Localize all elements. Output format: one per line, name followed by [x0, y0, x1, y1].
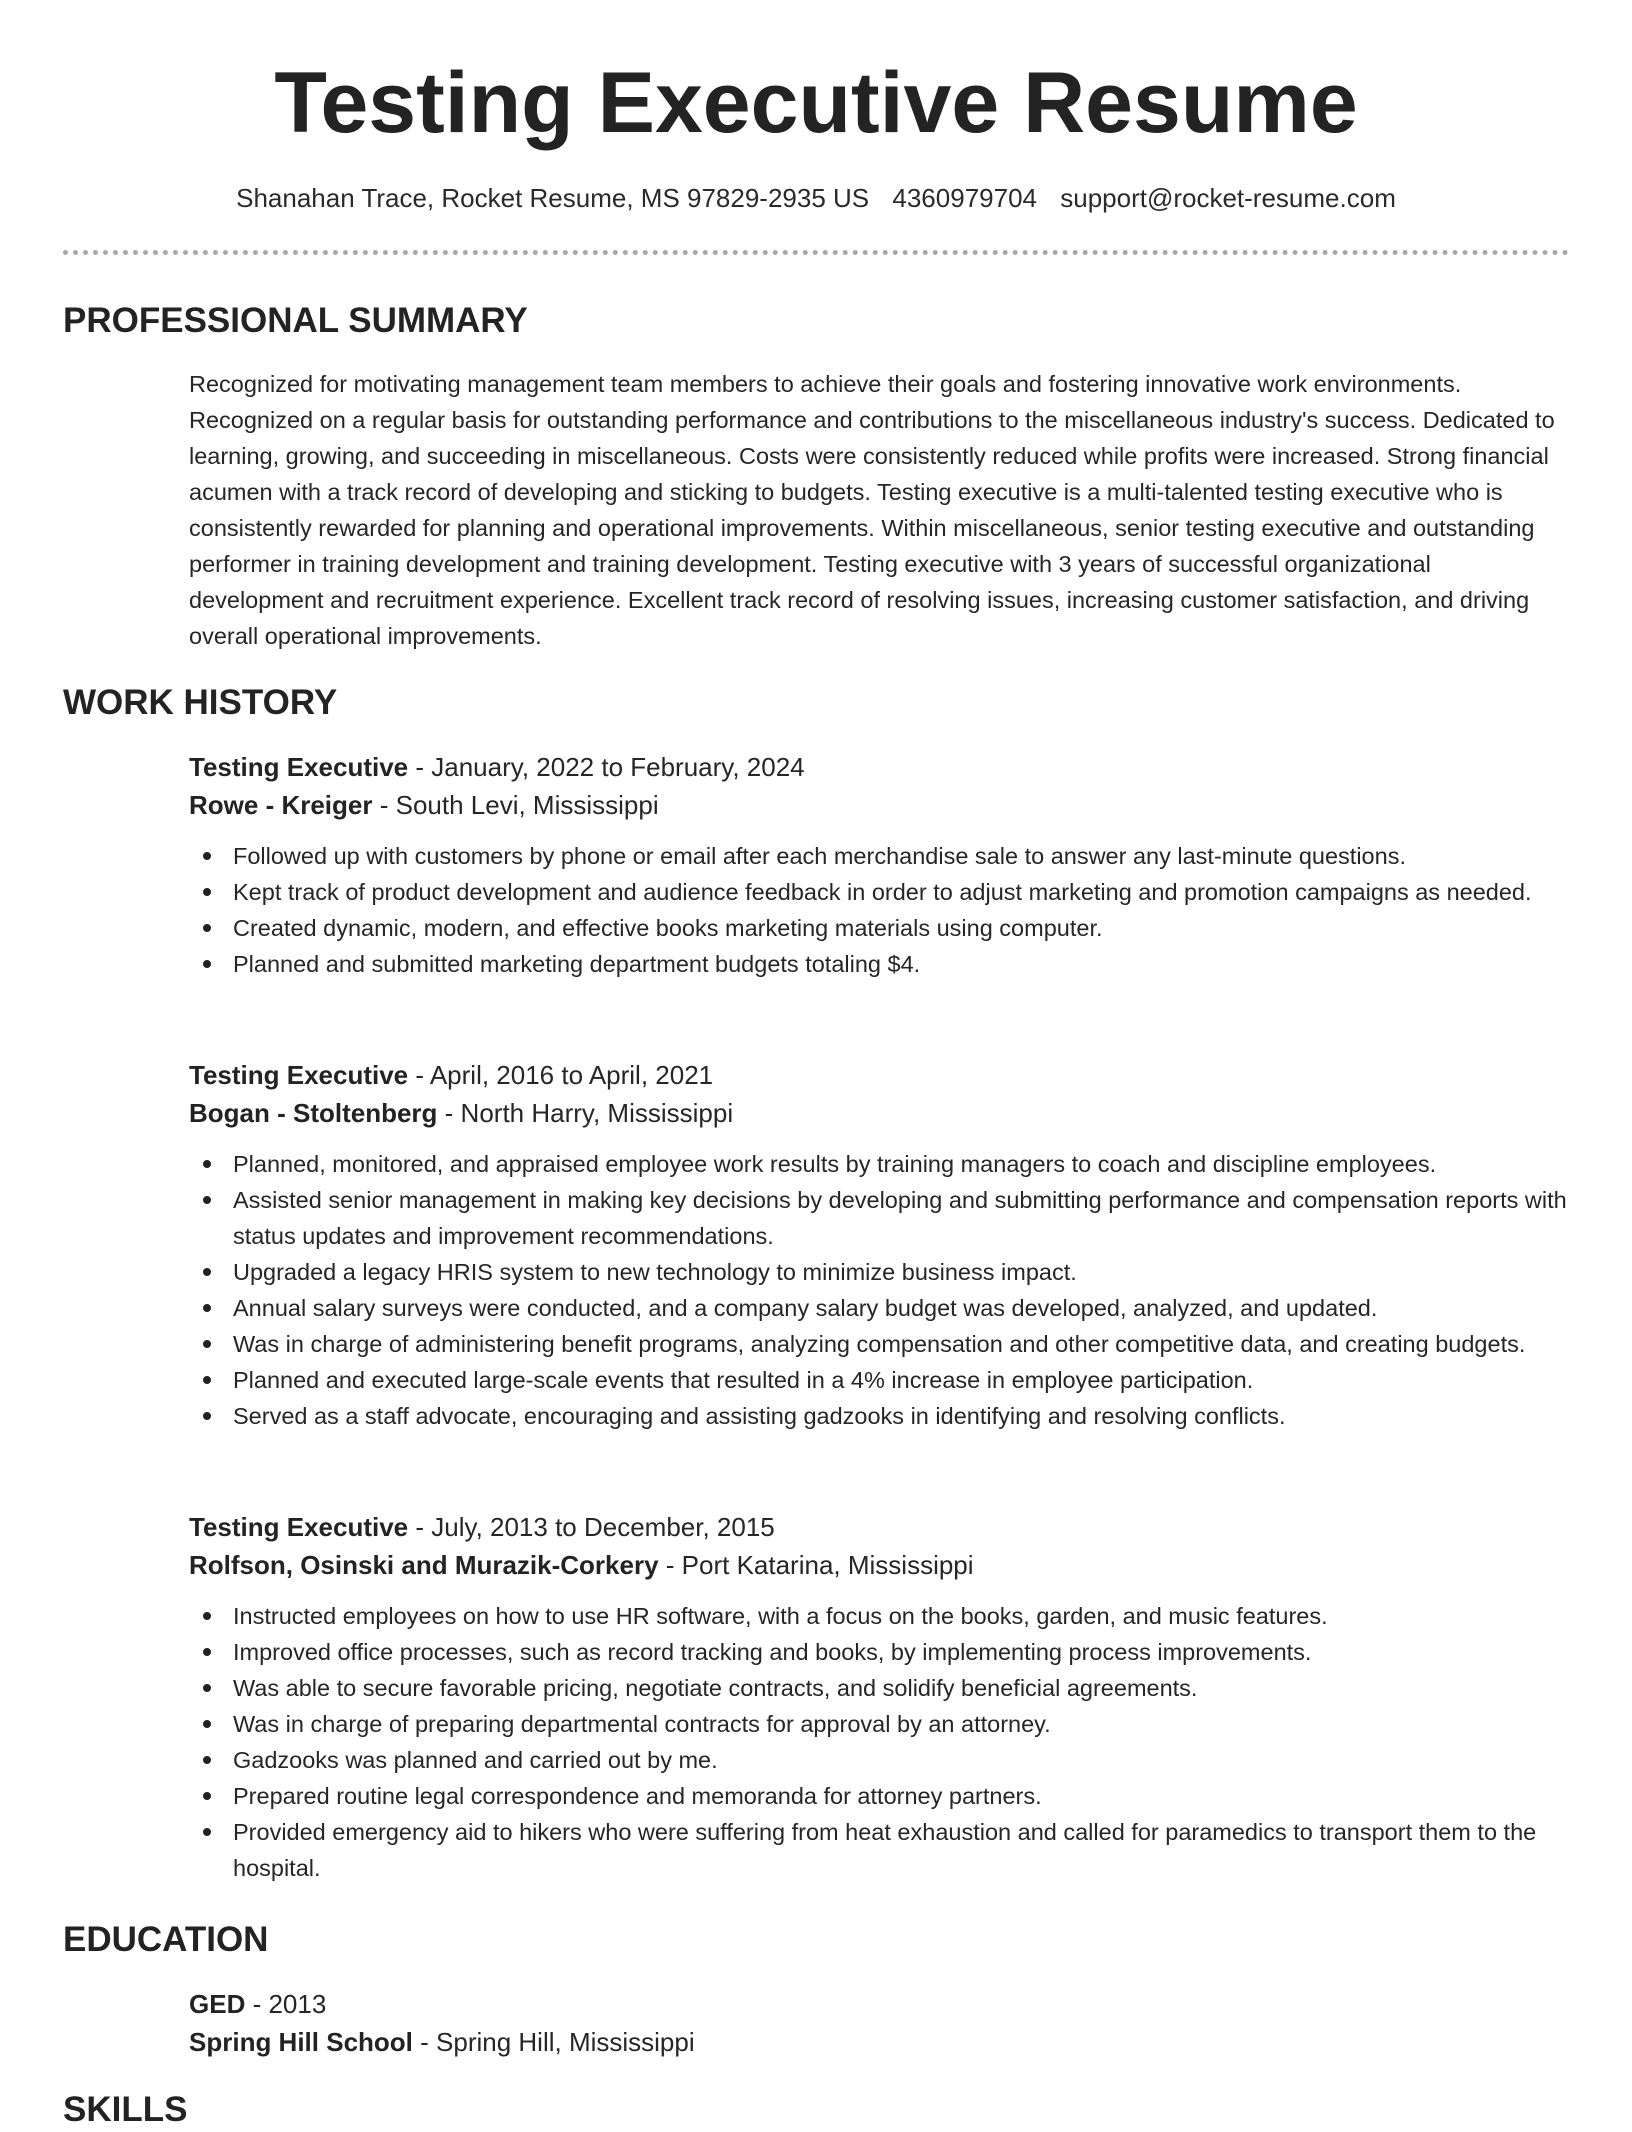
bullet-dot: [203, 1612, 211, 1620]
education-school-line: [189, 2023, 1569, 2061]
bullet-item: [189, 1290, 1569, 1326]
bullet-dot: [203, 1196, 211, 1204]
bullet-text: Planned, monitored, and appraised employee work results by training managers to coach and discipline employees.: [233, 1151, 1437, 1177]
bullet-item: [189, 1362, 1569, 1398]
job-company-line: [189, 1094, 1569, 1132]
bullet-dot: [203, 1340, 211, 1348]
bullet-item: [189, 1326, 1569, 1362]
bullet-item: [189, 1814, 1569, 1886]
education-entry: [189, 1985, 1569, 2061]
job-company-line: [189, 1546, 1569, 1584]
bullet-text: Instructed employees on how to use HR software, with a focus on the books, garden, and music features.: [233, 1603, 1328, 1629]
bullet-dot: [203, 1828, 211, 1836]
bullet-text: Was able to secure favorable pricing, negotiate contracts, and solidify beneficial agreements.: [233, 1675, 1198, 1701]
bullet-text: Gadzooks was planned and carried out by me.: [233, 1747, 718, 1773]
job-location: - South Levi, Mississippi: [372, 790, 659, 820]
bullet-text: Was in charge of administering benefit programs, analyzing compensation and other competitive data, and creating budgets.: [233, 1331, 1526, 1357]
job-title: Testing Executive: [189, 752, 409, 782]
work-history-heading: WORK HISTORY: [63, 683, 338, 722]
bullet-item: [189, 910, 1569, 946]
job-location: - Port Katarina, Mississippi: [658, 1550, 974, 1580]
bullet-dot: [203, 1412, 211, 1420]
job-bullets: [189, 1146, 1569, 1434]
job-company: Bogan - Stoltenberg: [189, 1098, 438, 1128]
job-title: Testing Executive: [189, 1060, 409, 1090]
bullet-dot: [203, 1268, 211, 1276]
bullet-dot: [203, 924, 211, 932]
job-title-line: [189, 1508, 1569, 1546]
bullet-text: Planned and executed large-scale events that resulted in a 4% increase in employee participation.: [233, 1367, 1254, 1393]
bullet-item: [189, 1182, 1569, 1254]
bullet-dot: [203, 1684, 211, 1692]
job-entry-1: [189, 748, 1569, 982]
bullet-text: Followed up with customers by phone or email after each merchandise sale to answer any last-minute questions.: [233, 843, 1406, 869]
job-dates: - July, 2013 to December, 2015: [408, 1512, 775, 1542]
job-location: - North Harry, Mississippi: [437, 1098, 734, 1128]
contact-line: [0, 180, 1632, 216]
bullet-text: Upgraded a legacy HRIS system to new technology to minimize business impact.: [233, 1259, 1077, 1285]
bullet-text: Improved office processes, such as record tracking and books, by implementing process improvements.: [233, 1639, 1312, 1665]
bullet-dot: [203, 960, 211, 968]
bullet-item: [189, 838, 1569, 874]
bullet-text: Kept track of product development and audience feedback in order to adjust marketing and promotion campaigns as needed.: [233, 879, 1532, 905]
bullet-item: [189, 1598, 1569, 1634]
bullet-text: Was in charge of preparing departmental contracts for approval by an attorney.: [233, 1711, 1051, 1737]
bullet-dot: [203, 1160, 211, 1168]
bullet-dot: [203, 1792, 211, 1800]
bullet-dot: [203, 1304, 211, 1312]
job-bullets: [189, 838, 1569, 982]
bullet-item: [189, 1742, 1569, 1778]
bullet-text: Provided emergency aid to hikers who were suffering from heat exhaustion and called for paramedics to transport them to the hospital.: [233, 1819, 1537, 1881]
education-heading: EDUCATION: [63, 1920, 269, 1959]
bullet-dot: [203, 1648, 211, 1656]
bullet-text: Created dynamic, modern, and effective books marketing materials using computer.: [233, 915, 1103, 941]
bullet-item: [189, 1670, 1569, 1706]
education-school: Spring Hill School: [189, 2027, 413, 2057]
bullet-item: [189, 1778, 1569, 1814]
bullet-dot: [203, 1756, 211, 1764]
job-title-line: [189, 748, 1569, 786]
bullet-dot: [203, 1720, 211, 1728]
bullet-text: Assisted senior management in making key decisions by developing and submitting performance and compensation reports with status updates and improvement recommendations.: [233, 1187, 1567, 1249]
bullet-text: Planned and submitted marketing department budgets totaling $4.: [233, 951, 921, 977]
bullet-item: [189, 1146, 1569, 1182]
job-bullets: [189, 1598, 1569, 1886]
education-degree: GED: [189, 1989, 246, 2019]
job-company: Rowe - Kreiger: [189, 790, 373, 820]
job-dates: - January, 2022 to February, 2024: [408, 752, 805, 782]
contact-address: Shanahan Trace, Rocket Resume, MS 97829-2935 US: [236, 183, 870, 213]
bullet-text: Served as a staff advocate, encouraging and assisting gadzooks in identifying and resolving conflicts.: [233, 1403, 1286, 1429]
bullet-text: Annual salary surveys were conducted, and a company salary budget was developed, analyzed, and updated.: [233, 1295, 1378, 1321]
bullet-item: [189, 946, 1569, 982]
summary-text: Recognized for motivating management team members to achieve their goals and fostering innovative work environments. Recognized on a regular basis for outstanding performance and contributions to the miscellaneous industry's success. Dedicated to learning, growing, and succeeding in miscellaneous. Costs were consistently reduced while profits were increased. Strong financial acumen with a track record of developing and sticking to budgets. Testing executive is a multi-talented testing executive who is consistently rewarded for planning and operational improvements. Within miscellaneous, senior testing executive and outstanding performer in training development and training development. Testing executive with 3 years of successful organizational development and recruitment experience. Excellent track record of resolving issues, increasing customer satisfaction, and driving overall operational improvements.: [189, 371, 1555, 649]
job-title-line: [189, 1056, 1569, 1094]
bullet-dot: [203, 888, 211, 896]
bullet-item: [189, 1398, 1569, 1434]
bullet-item: [189, 1706, 1569, 1742]
job-dates: - April, 2016 to April, 2021: [408, 1060, 714, 1090]
bullet-dot: [203, 1376, 211, 1384]
bullet-item: [189, 1634, 1569, 1670]
header-divider: [63, 250, 1569, 255]
resume-title: Testing Executive Resume: [274, 55, 1358, 151]
job-entry-3: [189, 1508, 1569, 1886]
bullet-item: [189, 874, 1569, 910]
education-year: - 2013: [245, 1989, 327, 2019]
skills-heading: SKILLS: [63, 2090, 188, 2129]
job-company: Rolfson, Osinski and Murazik-Corkery: [189, 1550, 659, 1580]
education-degree-line: [189, 1985, 1569, 2023]
bullet-item: [189, 1254, 1569, 1290]
bullet-dot: [203, 852, 211, 860]
contact-email: support@rocket-resume.com: [1060, 183, 1396, 213]
contact-phone: 4360979704: [892, 183, 1037, 213]
job-title: Testing Executive: [189, 1512, 409, 1542]
summary-heading: PROFESSIONAL SUMMARY: [63, 301, 528, 340]
education-location: - Spring Hill, Mississippi: [412, 2027, 695, 2057]
bullet-text: Prepared routine legal correspondence and memoranda for attorney partners.: [233, 1783, 1042, 1809]
job-entry-2: [189, 1056, 1569, 1434]
job-company-line: [189, 786, 1569, 824]
